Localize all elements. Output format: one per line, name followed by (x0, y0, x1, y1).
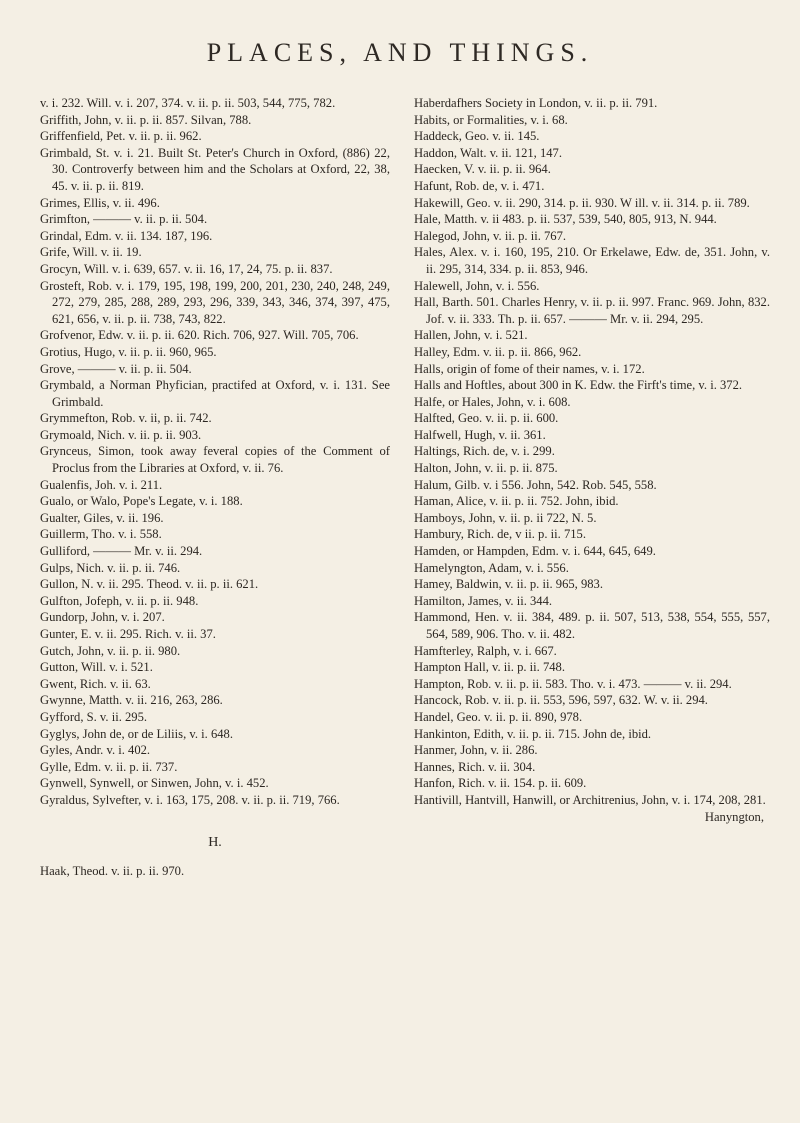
index-entry: Hamfterley, Ralph, v. i. 667. (414, 643, 557, 658)
index-entry: Hale, Matth. v. ii 483. p. ii. 537, 539, 540, 805, 913, N. 944. (414, 212, 717, 227)
index-entry: Griffith, John, v. ii. p. ii. 857. Silvan, 788. (40, 112, 252, 127)
index-entry: Hanmer, John, v. ii. 286. (414, 743, 538, 758)
index-entry: Hankinton, Edith, v. ii. p. ii. 715. John de, ibid. (414, 726, 652, 741)
index-entry: Grindal, Edm. v. ii. 134. 187, 196. (40, 228, 213, 243)
index-entry: Gyles, Andr. v. i. 402. (40, 743, 151, 758)
index-entry: Halfwell, Hugh, v. ii. 361. (414, 427, 546, 442)
index-entry: Hamden, or Hampden, Edm. v. i. 644, 645, 649. (414, 544, 656, 559)
index-entry: Hampton, Rob. v. ii. p. ii. 583. Tho. v. i. 473. ——— v. ii. 294. (414, 676, 732, 691)
index-entry: v. i. 232. Will. v. i. 207, 374. v. ii. p. ii. 503, 544, 775, 782. (40, 96, 336, 110)
index-entry: Gutton, Will. v. i. 521. (40, 660, 153, 675)
index-entry: Hampton Hall, v. ii. p. ii. 748. (414, 660, 565, 675)
index-entry: Guillerm, Tho. v. i. 558. (40, 527, 162, 542)
index-entry: Gyglys, John de, or de Liliis, v. i. 648. (40, 726, 233, 741)
index-entry: Handel, Geo. v. ii. p. ii. 890, 978. (414, 709, 583, 724)
page-header: PLACES, AND THINGS. (206, 38, 594, 67)
index-entry: Grymmefton, Rob. v. ii, p. ii. 742. (40, 411, 212, 426)
index-entry: Gualo, or Walo, Pope's Legate, v. i. 188. (40, 494, 243, 509)
index-entry: Gynwell, Synwell, or Sinwen, John, v. i. 452. (40, 776, 269, 791)
index-entry: Gylle, Edm. v. ii. p. ii. 737. (40, 759, 178, 774)
left-entries (40, 95, 390, 809)
index-entry: Gundorp, John, v. i. 207. (40, 610, 165, 625)
index-entry: Hafunt, Rob. de, v. i. 471. (414, 178, 545, 193)
index-entry: Halton, John, v. ii. p. ii. 875. (414, 461, 558, 476)
index-entry: Gualenfis, Joh. v. i. 211. (40, 477, 163, 492)
index-entry: Haman, Alice, v. ii. p. ii. 752. John, ibid. (414, 494, 619, 509)
index-entry: Halfted, Geo. v. ii. p. ii. 600. (414, 411, 559, 426)
index-entry: Hall, Barth. 501. Charles Henry, v. ii. p. ii. 997. Franc. 969. John, 832. Jof. v. ii. 333. Th. p. ii. 657. ——— Mr. v. ii. 294, 295. (414, 295, 770, 326)
index-entry: Haddeck, Geo. v. ii. 145. (414, 129, 540, 144)
index-entry: Grimfton, ——— v. ii. p. ii. 504. (40, 212, 208, 227)
index-entry: Gwynne, Matth. v. ii. 216, 263, 286. (40, 693, 223, 708)
index-entry: Grove, ——— v. ii. p. ii. 504. (40, 361, 192, 376)
index-entry: Hamboys, John, v. ii. p. ii 722, N. 5. (414, 510, 597, 525)
index-entry: Hakewill, Geo. v. ii. 290, 314. p. ii. 930. W ill. v. ii. 314. p. ii. 789. (414, 195, 750, 210)
index-entry: Halls and Hoftles, about 300 in K. Edw. the Firft's time, v. i. 372. (414, 378, 743, 393)
index-entry: Hancock, Rob. v. ii. p. ii. 553, 596, 597, 632. W. v. ii. 294. (414, 693, 708, 708)
index-entry: Hamilton, James, v. ii. 344. (414, 593, 553, 608)
index-entry: Halley, Edm. v. ii. p. ii. 866, 962. (414, 344, 582, 359)
index-entry: Haberdafhers Society in London, v. ii. p. ii. 791. (414, 96, 658, 110)
index-entry: Gyraldus, Sylvefter, v. i. 163, 175, 208. v. ii. p. ii. 719, 766. (40, 792, 340, 807)
index-entry: Griffenfield, Pet. v. ii. p. ii. 962. (40, 129, 202, 144)
index-entry: Grife, Will. v. ii. 19. (40, 245, 142, 260)
right-entries (414, 95, 770, 809)
index-entry: Haltings, Rich. de, v. i. 299. (414, 444, 555, 459)
index-entry: Halewell, John, v. i. 556. (414, 278, 540, 293)
right-column (414, 95, 770, 825)
index-entry: Gulfton, Jofeph, v. ii. p. ii. 948. (40, 593, 199, 608)
index-entry: Haddon, Walt. v. ii. 121, 147. (414, 145, 563, 160)
index-entry: Halfe, or Hales, John, v. i. 608. (414, 394, 571, 409)
index-entry: Hanfon, Rich. v. ii. 154. p. ii. 609. (414, 776, 587, 791)
section-heading-h: H. (208, 834, 222, 850)
index-entry: Hamey, Baldwin, v. ii. p. ii. 965, 983. (414, 577, 604, 592)
index-entry: Gutch, John, v. ii. p. ii. 980. (40, 643, 181, 658)
left-column (40, 95, 390, 880)
index-entry: Hamelyngton, Adam, v. i. 556. (414, 560, 569, 575)
index-entry: Hallen, John, v. i. 521. (414, 328, 528, 343)
index-entry: Hales, Alex. v. i. 160, 195, 210. Or Erkelawe, Edw. de, 351. John, v. ii. 295, 314, 334. p. ii. 853, 946. (414, 245, 770, 276)
index-entry: Grymbald, a Norman Phyfician, practifed at Oxford, v. i. 131. See Grimbald. (40, 378, 390, 409)
index-entry: Hammond, Hen. v. ii. 384, 489. p. ii. 507, 513, 538, 554, 555, 557, 564, 589, 906. Tho. v. ii. 482. (414, 610, 770, 641)
index-entry: Gullon, N. v. ii. 295. Theod. v. ii. p. ii. 621. (40, 577, 259, 592)
left-after-section (40, 863, 390, 880)
index-entry: Gulps, Nich. v. ii. p. ii. 746. (40, 560, 181, 575)
index-entry: Grimes, Ellis, v. ii. 496. (40, 195, 160, 210)
index-entry: Gyfford, S. v. ii. 295. (40, 709, 148, 724)
index-entry: Hambury, Rich. de, v ii. p. ii. 715. (414, 527, 586, 542)
index-entry: Haak, Theod. v. ii. p. ii. 970. (40, 864, 185, 879)
catchword: Hanyngton, (704, 809, 764, 824)
index-entry: Gulliford, ——— Mr. v. ii. 294. (40, 544, 203, 559)
index-entry: Grosteft, Rob. v. i. 179, 195, 198, 199, 200, 201, 230, 240, 248, 249, 272, 279, 285, 288, 289, 293, 296, 339, 343, 346, 374, 397, 475, 621, 656, v. ii. p. ii. 738, 743, 822. (40, 278, 390, 326)
index-entry: Habits, or Formalities, v. i. 68. (414, 112, 568, 127)
index-entry: Hantivill, Hantvill, Hanwill, or Architrenius, John, v. i. 174, 208, 281. (414, 792, 766, 807)
index-entry: Gunter, E. v. ii. 295. Rich. v. ii. 37. (40, 627, 216, 641)
index-entry: Grocyn, Will. v. i. 639, 657. v. ii. 16, 17, 24, 75. p. ii. 837. (40, 261, 333, 276)
index-entry: Grimbald, St. v. i. 21. Built St. Peter's Church in Oxford, (886) 22, 30. Controverfy between him and the Scholars at Oxford, 22, 38, 45. v. ii. p. ii. 819. (40, 145, 390, 193)
index-entry: Halegod, John, v. ii. p. ii. 767. (414, 228, 567, 243)
index-entry: Haecken, V. v. ii. p. ii. 964. (414, 162, 551, 177)
index-entry: Gwent, Rich. v. ii. 63. (40, 676, 151, 691)
index-entry: Hannes, Rich. v. ii. 304. (414, 759, 536, 774)
index-entry: Halum, Gilb. v. i 556. John, 542. Rob. 545, 558. (414, 477, 657, 492)
index-entry: Halls, origin of fome of their names, v. i. 172. (414, 361, 645, 376)
index-entry: Grynceus, Simon, took away feveral copies of the Comment of Proclus from the Libraries at Oxford, v. ii. 76. (40, 444, 390, 476)
index-entry: Grymoald, Nich. v. ii. p. ii. 903. (40, 427, 202, 442)
index-entry: Grofvenor, Edw. v. ii. p. ii. 620. Rich. 706, 927. Will. 705, 706. (40, 328, 359, 343)
index-entry: Gualter, Giles, v. ii. 196. (40, 510, 164, 525)
index-entry: Grotius, Hugo, v. ii. p. ii. 960, 965. (40, 344, 217, 359)
